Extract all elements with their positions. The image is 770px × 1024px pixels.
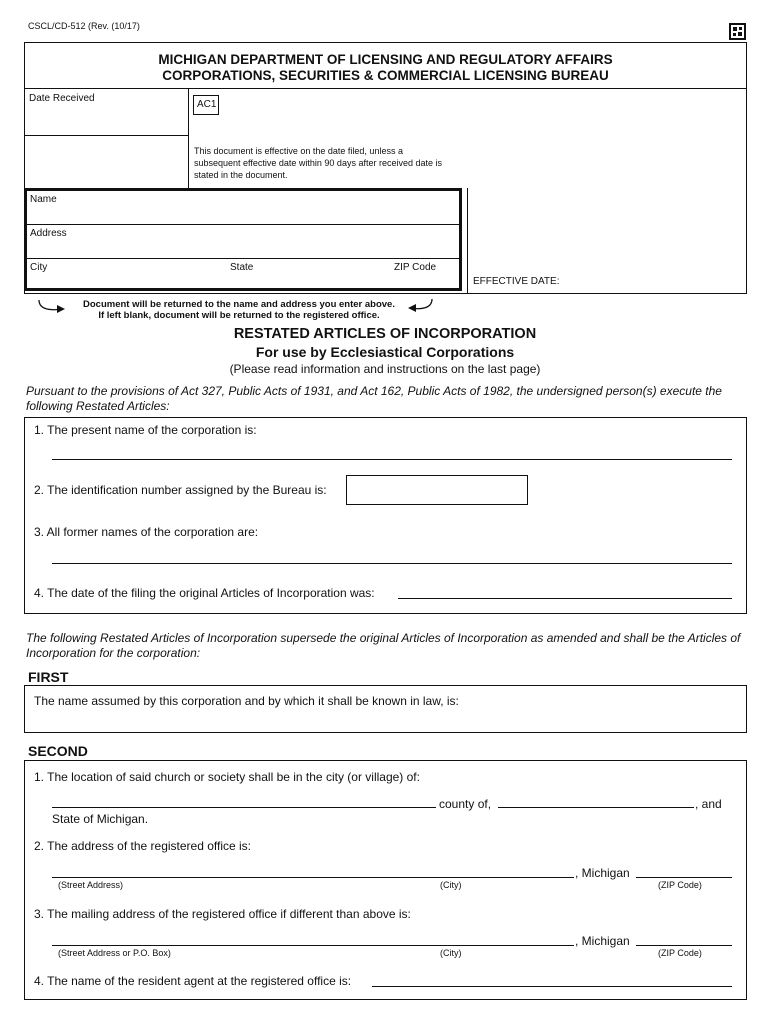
city-input[interactable]	[30, 274, 220, 288]
registered-zip-line	[636, 877, 732, 878]
effective-date-divider-v	[467, 188, 468, 294]
county-line	[498, 807, 694, 808]
city-label: City	[30, 262, 48, 273]
zip-caption-1: (ZIP Code)	[658, 880, 702, 890]
pursuant-text: Pursuant to the provisions of Act 327, Public Acts of 1931, and Act 162, Public Acts of 1982, the undersigned person(s) execute the following Restated Articles:	[26, 384, 722, 413]
michigan-label-1: , Michigan	[575, 866, 630, 880]
name-label: Name	[30, 194, 57, 205]
agency-line-1: MICHIGAN DEPARTMENT OF LICENSING AND REGULATORY AFFAIRS	[158, 52, 613, 67]
city-village-input[interactable]	[52, 791, 432, 807]
original-filing-date-line	[398, 598, 732, 599]
assumed-name-input[interactable]	[34, 712, 734, 728]
item-4-label: 4. The date of the filing the original Articles of Incorporation was:	[34, 586, 375, 600]
document-subtitle: For use by Ecclesiastical Corporations	[255, 344, 515, 360]
second-item-1-label: 1. The location of said church or society shall be in the city (or village) of:	[34, 770, 420, 784]
city-caption-2: (City)	[440, 948, 462, 958]
address-label: Address	[30, 228, 67, 239]
name-divider	[27, 224, 459, 225]
resident-agent-input[interactable]	[372, 970, 728, 986]
zip-input[interactable]	[394, 274, 456, 288]
present-name-input[interactable]	[52, 442, 728, 458]
instructions-note: (Please read information and instructions on the last page)	[229, 362, 541, 376]
county-of-label: county of,	[439, 797, 492, 811]
barcode-icon	[729, 23, 746, 40]
state-label: State	[230, 262, 254, 273]
first-heading: FIRST	[28, 669, 69, 685]
first-text: The name assumed by this corporation and by which it shall be known in law, is:	[34, 694, 459, 708]
mailing-zip-line	[636, 945, 732, 946]
return-note-line-1: Document will be returned to the name and address you enter above.	[83, 299, 395, 310]
zip-caption-2: (ZIP Code)	[658, 948, 702, 958]
second-item-3-label: 3. The mailing address of the registered office if different than above is:	[34, 907, 411, 921]
address-divider	[27, 258, 459, 259]
second-item-4-label: 4. The name of the resident agent at the registered office is:	[34, 974, 352, 988]
present-name-line	[52, 459, 732, 460]
return-note	[70, 299, 408, 321]
state-of-michigan-label: State of Michigan.	[52, 812, 149, 826]
street-address-caption: (Street Address)	[58, 880, 124, 890]
registered-street-input[interactable]	[52, 860, 570, 876]
address-input[interactable]	[30, 240, 450, 256]
mailing-address-input[interactable]	[52, 928, 570, 944]
former-names-input[interactable]	[52, 546, 728, 562]
state-input[interactable]	[230, 274, 380, 288]
curved-arrow-right-icon	[404, 296, 438, 314]
and-label: , and	[695, 797, 722, 811]
city-caption-1: (City)	[440, 880, 462, 890]
resident-agent-line	[372, 986, 732, 987]
date-received-divider	[24, 135, 189, 136]
effective-date-label: EFFECTIVE DATE:	[473, 276, 560, 287]
mailing-zip-input[interactable]	[636, 928, 728, 944]
city-village-line	[52, 807, 436, 808]
item-3-label: 3. All former names of the corporation are:	[34, 525, 259, 539]
header-divider	[24, 88, 747, 89]
name-input[interactable]	[30, 206, 450, 222]
document-title: RESTATED ARTICLES OF INCORPORATION	[233, 326, 537, 342]
identification-number-input[interactable]	[346, 475, 528, 505]
original-filing-date-input[interactable]	[398, 582, 728, 598]
ac1-box	[193, 95, 219, 115]
effective-note: This document is effective on the date filed, unless a subsequent effective date within 90 days after received date is stated in the document.	[194, 146, 442, 180]
item-1-label: 1. The present name of the corporation is:	[34, 423, 257, 437]
return-note-line-2: If left blank, document will be returned to the registered office.	[98, 310, 380, 321]
agency-line-2: CORPORATIONS, SECURITIES & COMMERCIAL LICENSING BUREAU	[162, 68, 609, 83]
michigan-label-2: , Michigan	[575, 934, 630, 948]
registered-street-line	[52, 877, 574, 878]
zip-label: ZIP Code	[394, 262, 437, 273]
date-received-vertical	[188, 88, 189, 188]
mailing-address-line	[52, 945, 574, 946]
agency-title	[24, 52, 747, 84]
curved-arrow-left-icon	[35, 297, 69, 315]
former-names-line	[52, 563, 732, 564]
county-input[interactable]	[498, 791, 690, 807]
street-po-caption: (Street Address or P.O. Box)	[58, 948, 171, 958]
form-code: CSCL/CD-512 (Rev. (10/17)	[28, 21, 140, 31]
registered-zip-input[interactable]	[636, 860, 728, 876]
ac1-label: AC1	[197, 99, 217, 110]
date-received-input[interactable]	[26, 106, 186, 133]
second-heading: SECOND	[28, 743, 88, 759]
supersede-text: The following Restated Articles of Incorporation supersede the original Articles of Incorporation as amended and shall be the Articles of Incorporation for the corporation:	[26, 631, 741, 660]
date-received-label: Date Received	[29, 93, 95, 104]
second-item-2-label: 2. The address of the registered office is:	[34, 839, 252, 853]
effective-date-input[interactable]	[562, 273, 742, 289]
item-2-label: 2. The identification number assigned by the Bureau is:	[34, 483, 327, 497]
